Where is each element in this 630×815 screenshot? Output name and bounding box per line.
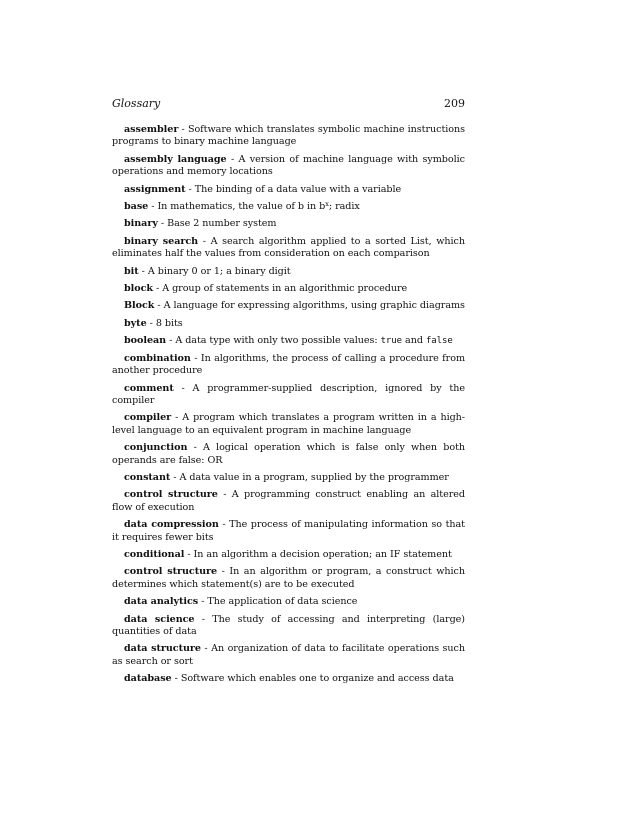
entry-term: assignment — [124, 183, 186, 195]
glossary-entry — [112, 614, 465, 639]
entry-definition: The process of manipulating information so that it requires fewer bits — [112, 519, 465, 543]
entry-term: compiler — [124, 412, 172, 424]
page-number: 209 — [444, 97, 465, 110]
entry-definition: A language for expressing algorithms, using graphic diagrams — [163, 300, 465, 312]
glossary-entry — [112, 566, 465, 591]
entry-separator: - — [170, 471, 180, 483]
code-true: true — [380, 336, 403, 347]
entry-separator: - — [217, 489, 232, 501]
entry-definition: In algorithms, the process of calling a procedure from another procedure — [112, 352, 465, 377]
entry-term: bit — [124, 265, 139, 277]
entry-separator: - — [178, 124, 188, 135]
entry-separator: - — [218, 519, 230, 531]
entry-separator: - — [157, 218, 168, 230]
entry-superscript: x — [325, 200, 329, 209]
entry-definition: In an algorithm or program, a construct which determines which statement(s) are to be executed — [112, 566, 465, 590]
glossary-entry — [112, 442, 465, 467]
entry-term: binary — [124, 218, 158, 230]
glossary-entry — [112, 596, 465, 608]
entry-definition: 8 bits — [155, 317, 183, 329]
entry-separator: - — [146, 317, 156, 329]
entry-definition: A data type with only two possible values: — [175, 335, 381, 347]
glossary-entry — [112, 335, 465, 347]
glossary-entry — [112, 643, 465, 668]
entry-term: database — [124, 673, 172, 685]
entry-definition-tail: ; radix — [328, 201, 360, 213]
entry-term: combination — [124, 352, 191, 364]
entry-separator: - — [171, 673, 181, 685]
glossary-entry — [112, 353, 465, 378]
glossary-entry — [112, 236, 465, 261]
entry-definition: A programming construct enabling an altered flow of execution — [112, 489, 465, 513]
entry-definition: In an algorithm a decision operation; an IF statement — [193, 548, 452, 560]
entry-definition: The study of accessing and interpreting (large) quantities of data — [112, 613, 465, 637]
entry-definition: A programmer-supplied description, ignored by the compiler — [112, 382, 465, 406]
entry-definition: An organization of data to facilitate operations such as search or sort — [112, 643, 465, 667]
entry-separator: - — [190, 352, 201, 364]
entry-term: conditional — [124, 548, 185, 560]
glossary-entry — [112, 266, 465, 278]
glossary-entry — [112, 549, 465, 561]
entry-term: data science — [124, 613, 195, 625]
entry-definition: A logical operation which is false only when both operands are false: OR — [112, 442, 465, 466]
glossary-entry — [112, 472, 465, 484]
entry-definition: The binding of a data value with a variable — [194, 183, 402, 195]
entry-definition: Software which enables one to organize and access data — [180, 673, 454, 685]
entry-term: data structure — [124, 643, 201, 655]
glossary-entry — [112, 218, 465, 230]
glossary-entry — [112, 673, 465, 685]
entry-term: boolean — [124, 335, 167, 347]
entry-definition: A search algorithm applied to a sorted List, which eliminates half the values from consideration on each comparison — [112, 235, 465, 260]
entry-definition: A binary 0 or 1; a binary digit — [147, 265, 291, 277]
entry-separator: - — [138, 265, 148, 277]
entry-separator: - — [171, 412, 183, 424]
glossary-entry — [112, 318, 465, 330]
entry-separator: - — [185, 183, 195, 195]
entry-separator: - — [154, 300, 164, 312]
glossary-entry — [112, 412, 465, 437]
entry-term: control structure — [124, 489, 218, 501]
glossary-entry — [112, 283, 465, 295]
page-header — [112, 96, 465, 112]
entry-term: control structure — [124, 566, 218, 578]
entry-term: data analytics — [124, 596, 199, 608]
entry-separator: - — [198, 596, 208, 608]
entry-term: assembler — [124, 124, 179, 135]
glossary-entry — [112, 519, 465, 544]
entry-definition: Software which translates symbolic machine instructions programs to binary machine language — [112, 124, 466, 148]
entry-separator: - — [173, 382, 193, 394]
code-false: false — [425, 336, 453, 347]
entry-term: byte — [124, 317, 147, 329]
entry-conjunction-word: and — [402, 335, 426, 347]
entry-separator: - — [148, 201, 158, 213]
entry-separator: - — [184, 548, 194, 560]
glossary-entry — [112, 154, 465, 179]
entry-separator: - — [198, 235, 211, 247]
entry-separator: - — [166, 335, 176, 347]
entry-term: Block — [124, 300, 155, 312]
glossary-entry — [112, 489, 465, 514]
entry-separator: - — [217, 566, 230, 578]
glossary-entry — [112, 184, 465, 196]
entry-separator: - — [226, 153, 239, 165]
entry-definition: Base 2 number system — [167, 218, 277, 230]
entry-separator: - — [153, 283, 163, 295]
entry-definition: A version of machine language with symbolic operations and memory locations — [112, 153, 465, 178]
glossary-entry — [112, 201, 465, 213]
glossary-entries — [112, 124, 465, 691]
entry-term: block — [124, 283, 153, 295]
entry-definition: A data value in a program, supplied by the programmer — [179, 471, 449, 483]
entry-term: base — [124, 201, 149, 213]
entry-definition: The application of data science — [207, 596, 358, 608]
entry-term: comment — [124, 382, 174, 394]
running-title: Glossary — [112, 97, 161, 110]
entry-term: conjunction — [124, 442, 188, 454]
entry-term: constant — [124, 471, 171, 483]
glossary-entry — [112, 124, 465, 149]
glossary-entry — [112, 300, 465, 312]
glossary-entry — [112, 383, 465, 408]
entry-term: assembly language — [124, 153, 227, 165]
entry-separator: - — [200, 643, 212, 655]
entry-separator: - — [187, 442, 203, 454]
entry-term: data compression — [124, 519, 219, 531]
entry-term: binary search — [124, 235, 199, 247]
entry-definition: In mathematics, the value of b in b — [157, 201, 326, 213]
entry-definition: A group of statements in an algorithmic procedure — [162, 283, 408, 295]
entry-separator: - — [194, 613, 213, 625]
entry-definition: A program which translates a program written in a high-level language to an equivalent program in machine language — [112, 412, 465, 436]
